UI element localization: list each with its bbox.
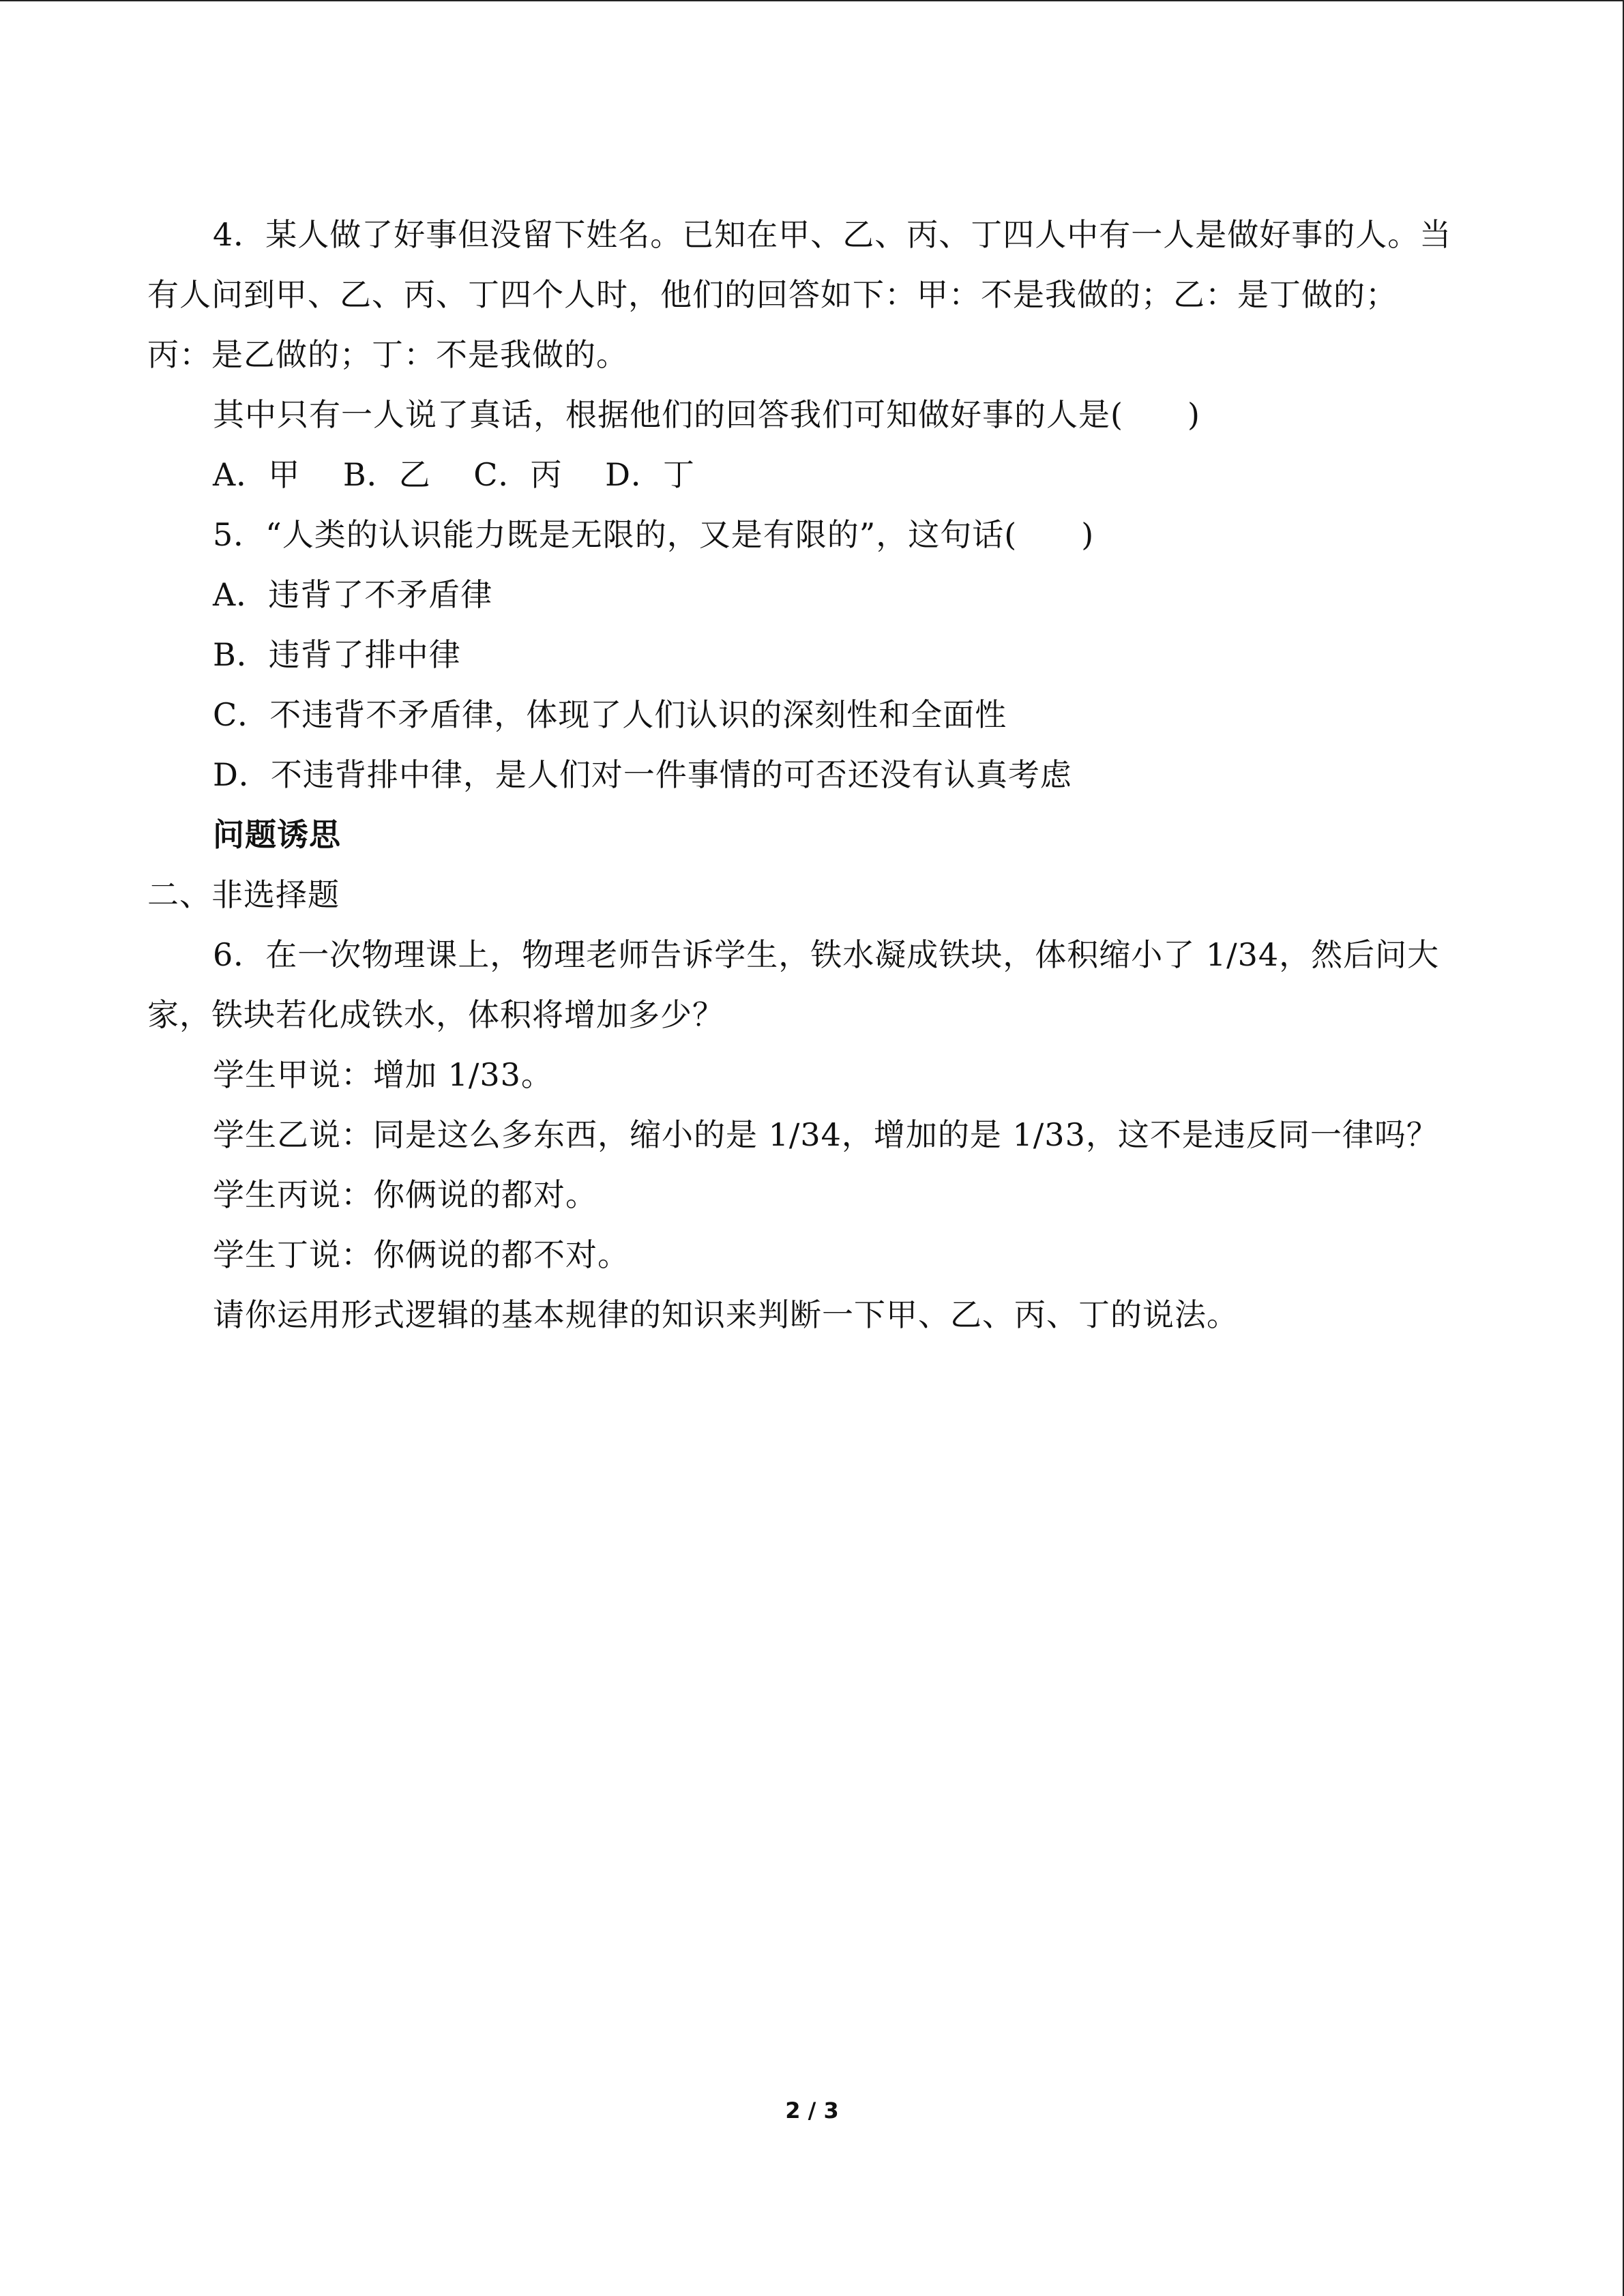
question-6-line-2: 家，铁块若化成铁水，体积将增加多少？ [147, 996, 724, 1033]
question-6-line-1: 6．在一次物理课上，物理老师告诉学生，铁水凝成铁块，体积缩小了 1/34，然后问大 [213, 936, 1440, 973]
question-4-prompt: 其中只有一人说了真话，根据他们的回答我们可知做好事的人是( ) [213, 396, 1200, 433]
question-5-stem: 5．“人类的认识能力既是无限的，又是有限的”，这句话( ) [213, 516, 1095, 553]
question-5-option-d: D．不违背排中律，是人们对一件事情的可否还没有认真考虑 [213, 756, 1072, 793]
question-4-line-2: 有人问到甲、乙、丙、丁四个人时，他们的回答如下：甲：不是我做的；乙：是丁做的； [147, 276, 1398, 313]
question-6-task: 请你运用形式逻辑的基本规律的知识来判断一下甲、乙、丙、丁的说法。 [213, 1296, 1239, 1333]
question-4-line-3: 丙：是乙做的；丁：不是我做的。 [147, 336, 628, 373]
question-5-option-c: C．不违背不矛盾律，体现了人们认识的深刻性和全面性 [213, 696, 1007, 733]
question-5-option-b: B．违背了排中律 [213, 636, 461, 673]
question-4-line-1: 4．某人做了好事但没留下姓名。已知在甲、乙、丙、丁四人中有一人是做好事的人。当 [213, 216, 1452, 253]
student-d-statement: 学生丁说：你俩说的都不对。 [213, 1236, 630, 1273]
question-5-option-a: A．违背了不矛盾律 [213, 576, 493, 613]
document-body [147, 205, 1477, 1345]
page-number: 2 / 3 [785, 2098, 839, 2123]
student-a-statement: 学生甲说：增加 1/33。 [213, 1056, 553, 1093]
section-heading-problem-inquiry: 问题诱思 [213, 816, 341, 853]
student-b-statement: 学生乙说：同是这么多东西，缩小的是 1/34，增加的是 1/33，这不是违反同一律吗？ [213, 1116, 1438, 1153]
section-heading-non-choice: 二、非选择题 [147, 876, 340, 913]
student-c-statement: 学生丙说：你俩说的都对。 [213, 1176, 597, 1213]
question-4-options: A．甲 B．乙 C．丙 D．丁 [213, 456, 695, 493]
